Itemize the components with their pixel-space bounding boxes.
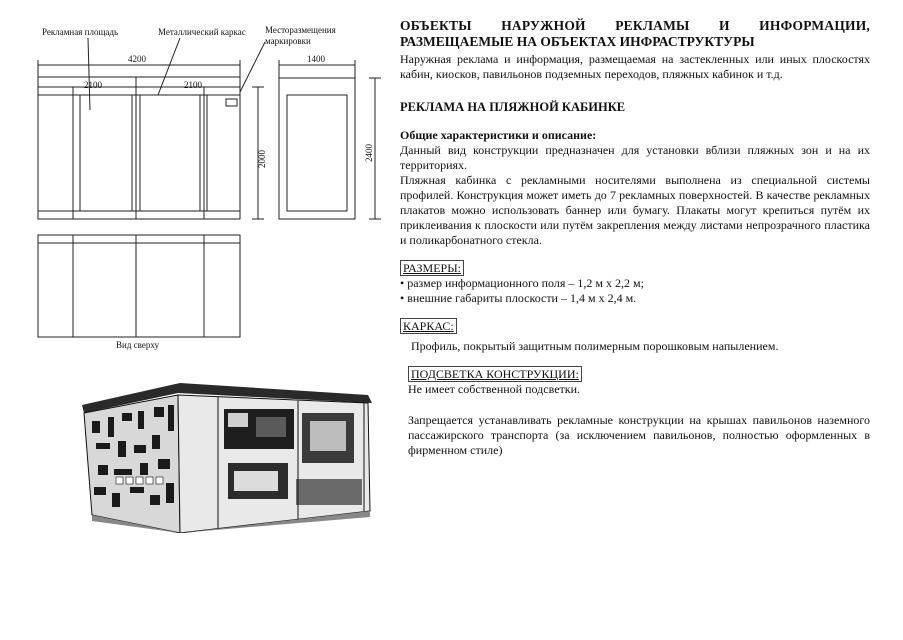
general-paragraph-1: Данный вид конструкции предназначен для установки вблизи пляжных зон и на их территориях. bbox=[400, 143, 870, 172]
lighting-heading: ПОДСВЕТКА КОНСТРУКЦИИ: bbox=[408, 366, 582, 382]
top-view-frame bbox=[38, 235, 240, 337]
side-ad-panel bbox=[287, 95, 347, 211]
general-paragraph-2: Пляжная кабинка с рекламными носителями выполнена из специальной системы профилей. Конструкция может иметь до 7 рекламных поверхностей. В качестве рекламных плакатов можно использовать баннер или бумагу. Плакаты могут крепиться путём их приклеивания к плоскости или путём закрепления между листами непрозрачного пластика и поликарбонатного стекла. bbox=[400, 173, 870, 247]
general-heading: Общие характеристики и описание: bbox=[400, 128, 597, 142]
technical-drawing bbox=[0, 0, 400, 640]
lighting-text: Не имеет собственной подсветки. bbox=[408, 382, 581, 396]
intro-paragraph: Наружная реклама и информация, размещаемая на застекленных или иных плоскостях кабин, киосков, павильонов подземных переходов, пляжных кабинок и т.д. bbox=[400, 52, 870, 81]
ad-panel-2 bbox=[140, 95, 200, 211]
marking-plate bbox=[226, 99, 237, 106]
document-text bbox=[400, 18, 870, 458]
dim-half-right: 2100 bbox=[184, 80, 202, 90]
page-title-line-2: РАЗМЕЩАЕМЫЕ НА ОБЪЕКТАХ ИНФРАСТРУКТУРЫ bbox=[400, 34, 755, 49]
top-view-caption: Вид сверху bbox=[116, 340, 159, 350]
notice-paragraph: Запрещается устанавливать рекламные конструкции на крышах павильонов наземного пассажирского транспорта (за исключением павильонов, полностью оформленных в фирменном стиле) bbox=[408, 413, 870, 457]
dim-total-width: 4200 bbox=[128, 54, 146, 64]
sizes-heading: РАЗМЕРЫ: bbox=[400, 260, 464, 276]
dim-half-left: 2100 bbox=[84, 80, 102, 90]
label-metal-frame: Металлический каркас bbox=[158, 27, 246, 37]
sizes-item-1: • размер информационного поля – 1,2 м х 2,2 м; bbox=[400, 276, 644, 290]
label-ad-area: Рекламная площадь bbox=[42, 27, 119, 37]
ad-panel-1 bbox=[80, 95, 132, 211]
ad-panel-3 bbox=[207, 95, 240, 211]
beach-cabin-photo bbox=[78, 383, 378, 533]
label-marking-place-1: Месторазмещения bbox=[265, 25, 336, 35]
label-marking-place-2: маркировки bbox=[265, 36, 311, 46]
page-title: ОБЪЕКТЫ НАРУЖНОЙ РЕКЛАМЫ И ИНФОРМАЦИИ, bbox=[400, 18, 870, 33]
dim-side-width: 1400 bbox=[307, 54, 325, 64]
frame-text: Профиль, покрытый защитным полимерным порошковым напылением. bbox=[411, 339, 779, 353]
sizes-item-2: • внешние габариты плоскости – 1,4 м х 2,4 м. bbox=[400, 291, 637, 305]
dim-height-side: 2400 bbox=[364, 144, 374, 162]
side-view-frame bbox=[279, 78, 355, 219]
front-view-frame bbox=[38, 87, 240, 219]
section-title: РЕКЛАМА НА ПЛЯЖНОЙ КАБИНКЕ bbox=[400, 100, 626, 114]
frame-heading: КАРКАС: bbox=[400, 318, 457, 334]
dim-height-front: 2000 bbox=[257, 150, 267, 168]
